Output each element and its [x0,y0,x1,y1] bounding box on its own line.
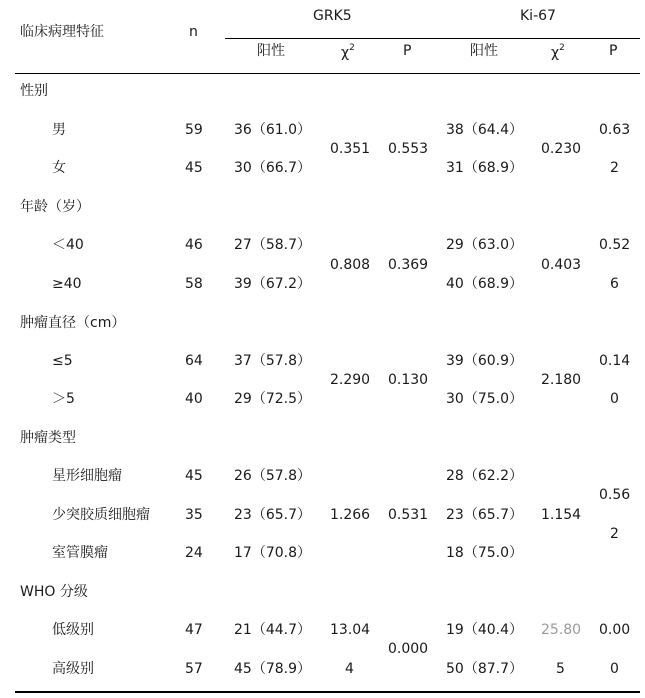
header-ki67-chi [551,43,565,63]
grk5-p: 0.130 [388,372,429,388]
ki67-positive: 40（68.9） [446,276,523,292]
ki67-chi: 1.154 [541,507,582,523]
chi-symbol: χ [341,45,350,61]
ki67-chi: 0.230 [541,141,582,157]
ki67-p-line1: 0.14 [599,353,631,369]
grk5-p: 0.369 [388,257,429,273]
group-title: WHO 分级 [20,584,88,600]
group-title: 性别 [20,83,48,99]
grk5-chi: 0.351 [330,141,371,157]
row-n: 57 [185,661,203,677]
ki67-p-line2: 2 [610,160,619,176]
ki67-p-line1: 0.56 [599,487,631,503]
grk5-chi: 1.266 [330,507,371,523]
grk5-chi: 2.290 [330,372,371,388]
ki67-chi-line2: 5 [556,661,565,677]
grk5-positive: 37（57.8） [234,353,311,369]
row-label: 室管膜瘤 [52,545,108,561]
row-label: ≥40 [52,276,82,292]
ki67-p-line1: 0.63 [599,122,631,138]
row-label: 星形细胞瘤 [52,468,122,484]
grk5-positive: 29（72.5） [234,391,311,407]
ki67-positive: 50（87.7） [446,661,523,677]
grk5-positive: 23（65.7） [234,507,311,523]
ki67-positive: 39（60.9） [446,353,523,369]
ki67-p-line2: 0 [610,661,619,677]
grk5-chi-line1: 13.04 [330,622,371,638]
row-label: 男 [52,122,66,138]
grk5-positive: 21（44.7） [234,622,311,638]
header-subrule [225,38,640,39]
ki67-p-line2: 2 [610,526,619,542]
grk5-positive: 17（70.8） [234,545,311,561]
header-grk5-chi [341,43,355,63]
grk5-positive: 26（57.8） [234,468,311,484]
ki67-positive: 31（68.9） [446,160,523,176]
row-label: 女 [52,160,66,176]
row-label: 高级别 [52,661,94,677]
ki67-positive: 30（75.0） [446,391,523,407]
row-n: 59 [185,122,203,138]
row-n: 45 [185,468,203,484]
row-label: ≤5 [52,353,73,369]
row-n: 47 [185,622,203,638]
header-grk5-p: P [403,43,412,59]
ki67-p-line2: 0 [610,391,619,407]
group-title: 肿瘤直径（cm） [20,315,126,331]
header-n: n [189,24,198,40]
ki67-chi-line1: 25.80 [541,622,582,638]
header-grk5-positive: 阳性 [257,43,285,59]
row-label: ＞5 [52,391,75,407]
row-n: 58 [185,276,203,292]
header-feature: 临床病理特征 [20,24,104,40]
row-n: 24 [185,545,203,561]
grk5-p: 0.553 [388,141,429,157]
group-title: 肿瘤类型 [20,430,76,446]
ki67-p-line1: 0.00 [599,622,631,638]
header-ki67-positive: 阳性 [470,43,498,59]
header-grk5: GRK5 [313,8,352,24]
ki67-p-line1: 0.52 [599,237,631,253]
chi-symbol: χ [551,45,560,61]
ki67-positive: 23（65.7） [446,507,523,523]
grk5-chi-line2: 4 [345,661,354,677]
ki67-p-line2: 6 [610,276,619,292]
ki67-positive: 19（40.4） [446,622,523,638]
grk5-positive: 39（67.2） [234,276,311,292]
group-title: 年龄（岁） [20,199,90,215]
row-label: ＜40 [52,237,84,253]
ki67-positive: 18（75.0） [446,545,523,561]
grk5-chi: 0.808 [330,257,371,273]
chi-sup: 2 [349,43,355,53]
ki67-positive: 38（64.4） [446,122,523,138]
row-n: 45 [185,160,203,176]
grk5-positive: 45（78.9） [234,661,311,677]
grk5-positive: 27（58.7） [234,237,311,253]
row-n: 40 [185,391,203,407]
grk5-p: 0.000 [388,641,429,657]
chi-sup: 2 [559,43,565,53]
header-bottom-rule [15,73,640,74]
table-bottom-rule [15,691,640,693]
header-ki67-p: P [609,43,618,59]
row-n: 46 [185,237,203,253]
header-ki67: Ki-67 [520,8,556,24]
ki67-chi: 0.403 [541,257,582,273]
grk5-p: 0.531 [388,507,429,523]
row-n: 35 [185,507,203,523]
grk5-positive: 36（61.0） [234,122,311,138]
grk5-positive: 30（66.7） [234,160,311,176]
row-label: 少突胶质细胞瘤 [52,507,150,523]
ki67-positive: 28（62.2） [446,468,523,484]
row-n: 64 [185,353,203,369]
ki67-chi: 2.180 [541,372,582,388]
ki67-positive: 29（63.0） [446,237,523,253]
row-label: 低级别 [52,622,94,638]
